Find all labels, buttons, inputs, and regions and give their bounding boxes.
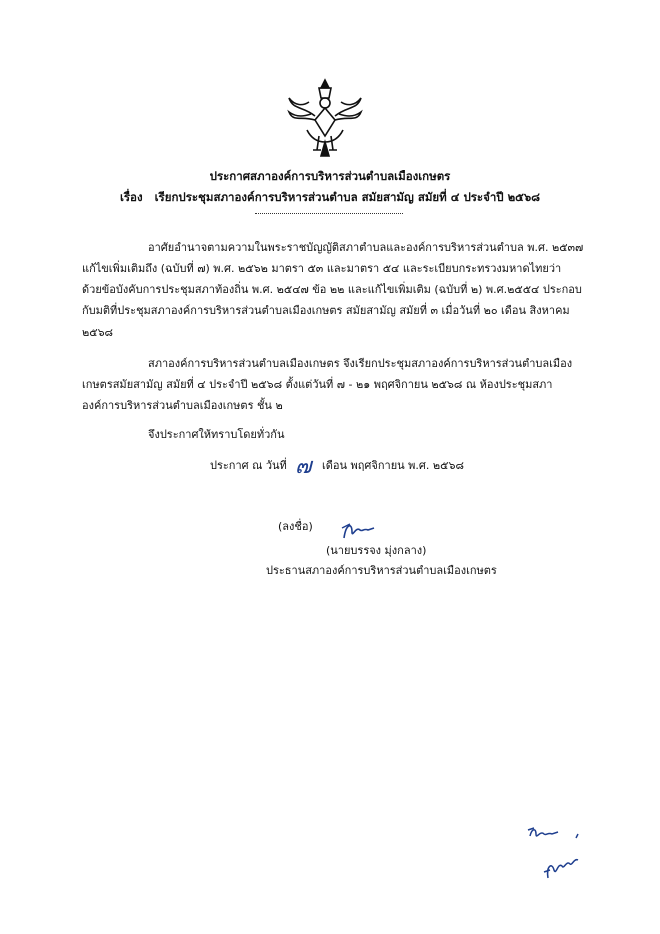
paragraph1-line5: ๒๕๖๘ [82,326,114,339]
paragraph2-line2: เกษตรสมัยสามัญ สมัยที่ ๔ ประจำปี ๒๕๖๘ ตั้งแต่วันที่ ๗ - ๒๑ พฤศจิกายน ๒๕๖๘ ณ ห้องประชุมสภา [82,378,553,391]
paragraph2-line1: สภาองค์การบริหารส่วนตำบลเมืองเกษตร จึงเรียกประชุมสภาองค์การบริหารส่วนตำบลเมือง [148,357,573,370]
paragraph2-line3: องค์การบริหารส่วนตำบลเมืองเกษตร ชั้น ๒ [82,399,283,412]
subject-label: เรื่อง [119,190,143,204]
announced-prefix: ประกาศ ณ วันที่ [210,459,287,472]
subject-text: เรียกประชุมสภาองค์การบริหารส่วนตำบล สมัยสามัญ สมัยที่ ๔ ประจำปี ๒๕๖๘ [154,190,541,204]
dotted-divider [255,213,403,214]
handwritten-day: ๗ [295,454,312,479]
document-title: ประกาศสภาองค์การบริหารส่วนตำบลเมืองเกษตร [209,169,451,183]
handwritten-initials-icon [526,826,586,882]
signature-label: (ลงชื่อ) [278,520,313,533]
paragraph1-line4: กับมติที่ประชุมสภาองค์การบริหารส่วนตำบลเมืองเกษตร สมัยสามัญ สมัยที่ ๓ เมื่อวันที่ ๒๐ เดือน สิงหาคม [82,304,570,317]
signer-position: ประธานสภาองค์การบริหารส่วนตำบลเมืองเกษตร [266,564,497,577]
signature-mark-icon [340,518,378,544]
garuda-emblem-icon [285,76,365,160]
signer-name: (นายบรรจง มุ่งกลาง) [326,544,427,557]
paragraph1-line1: อาศัยอำนาจตามความในพระราชบัญญัติสภาตำบลและองค์การบริหารส่วนตำบล พ.ศ. ๒๕๓๗ [148,241,584,254]
document-subject-line [0,189,660,207]
closing-line: จึงประกาศให้ทราบโดยทั่วกัน [148,428,285,441]
paragraph1-line3: ด้วยข้อบังคับการประชุมสภาท้องถิ่น พ.ศ. ๒๕๔๗ ข้อ ๒๒ และแก้ไขเพิ่มเติม (ฉบับที่ ๒) พ.ศ.๒๕๕๔ ประกอบ [82,283,582,296]
paragraph1-line2: แก้ไขเพิ่มเติมถึง (ฉบับที่ ๗) พ.ศ. ๒๕๖๒ มาตรา ๕๓ และมาตรา ๕๔ และระเบียบกระทรวงมหาดไทยว่า [82,262,562,275]
announced-suffix: เดือน พฤศจิกายน พ.ศ. ๒๕๖๘ [322,459,464,472]
